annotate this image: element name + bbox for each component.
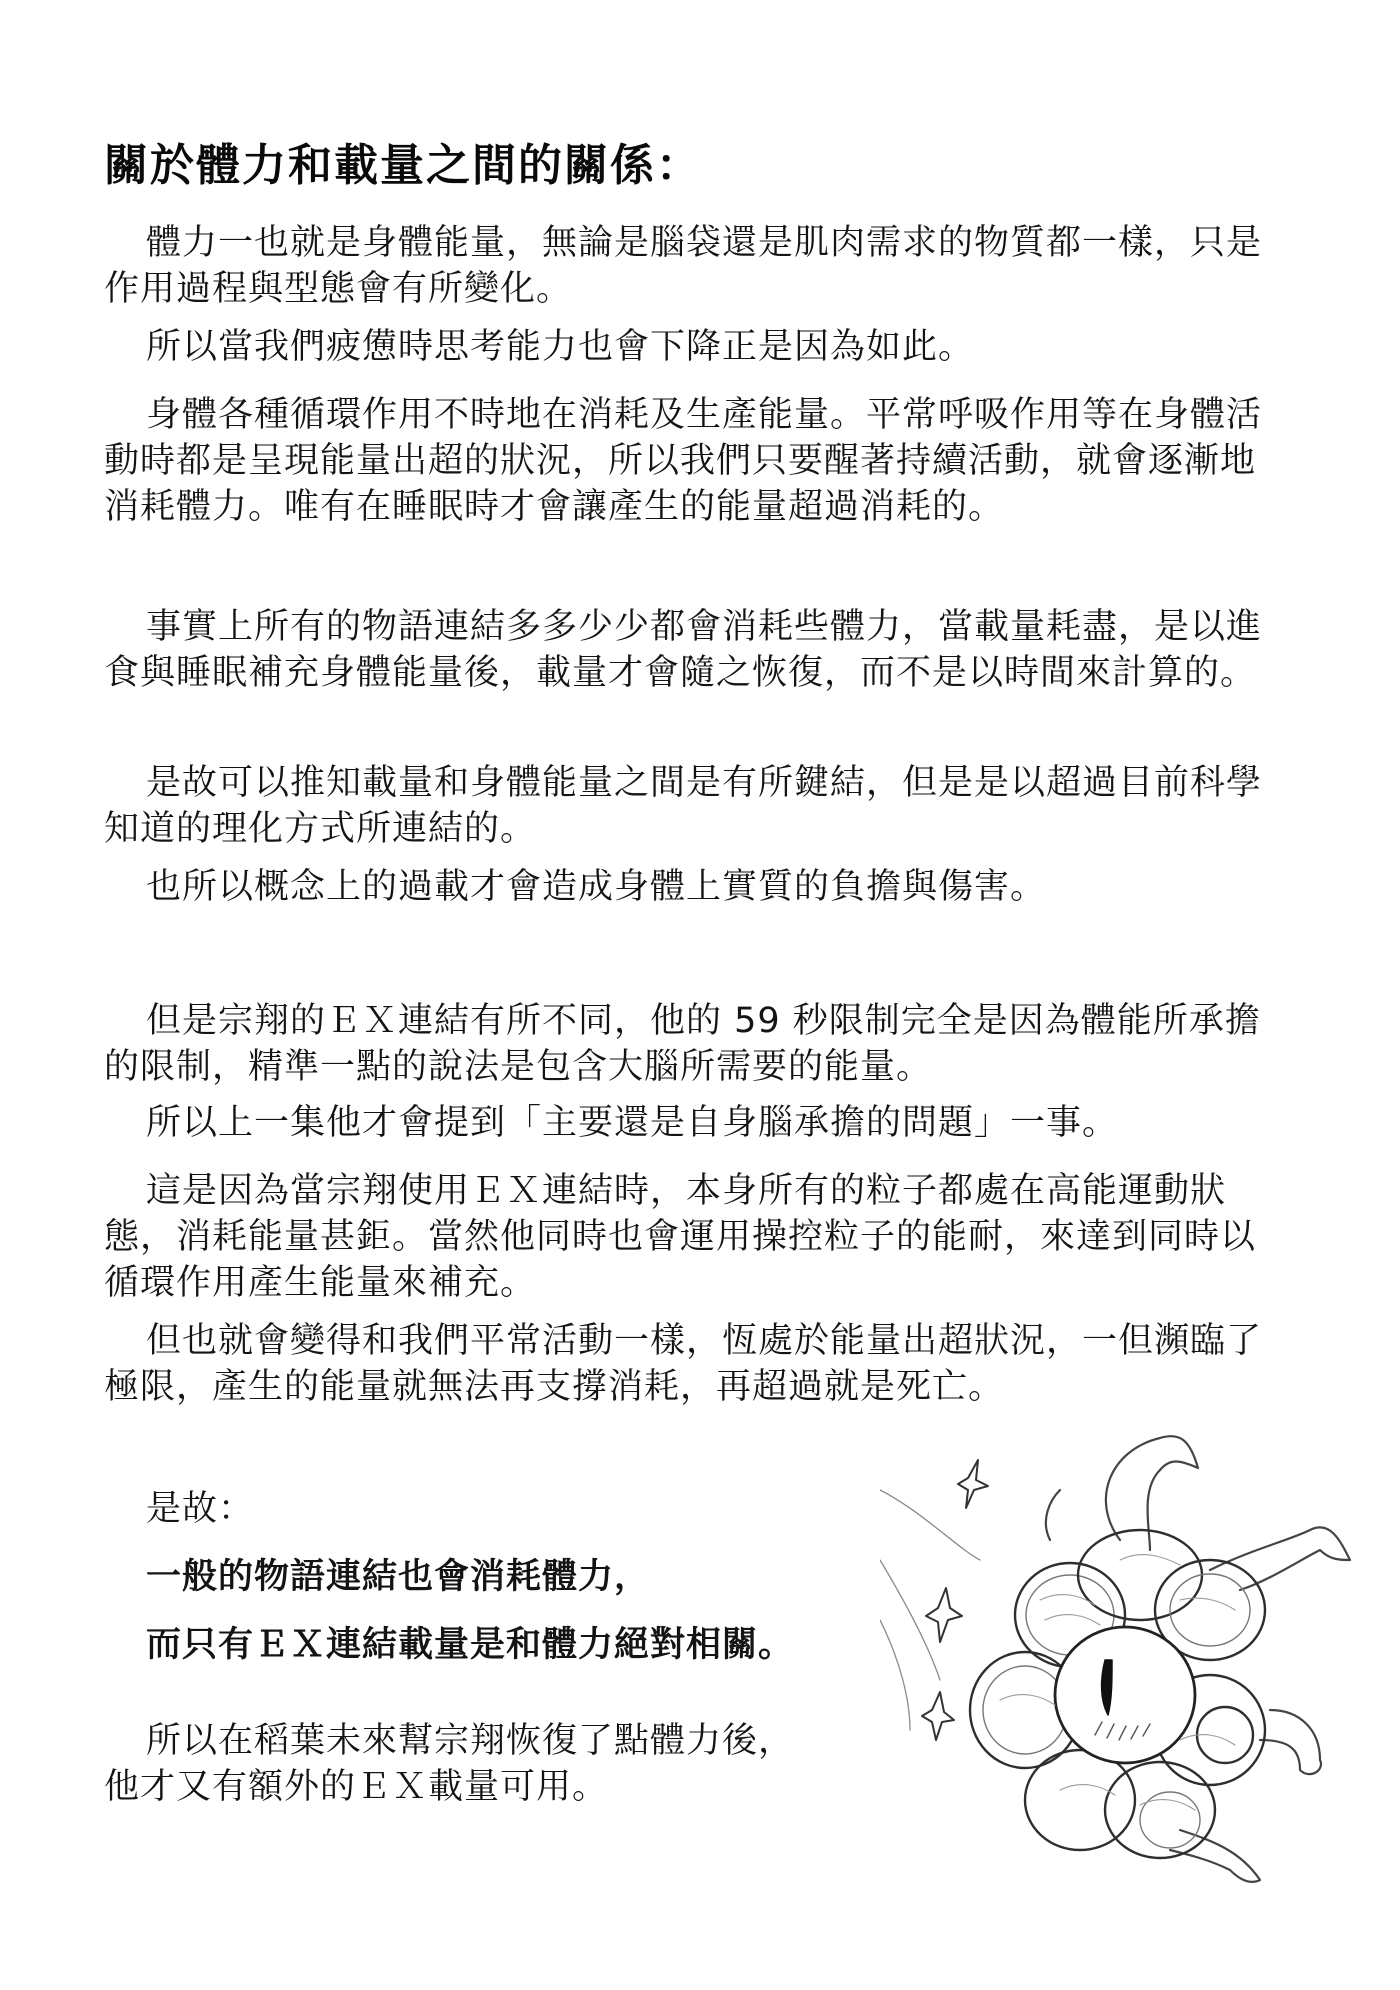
paragraph-story-link-consumption: 事實上所有的物語連結多多少少都會消耗些體力，當載量耗盡，是以進食與睡眠補充身體能量後，載量才會隨之恢復，而不是以時間來計算的。 (104, 607, 1263, 693)
sketch-illustration (880, 1410, 1380, 1930)
conclusion-bold-line-2: 而只有ＥＸ連結載量是和體力絕對相關。 (146, 1625, 795, 1665)
conclusion-lead: 是故： (146, 1489, 255, 1529)
speed-lines-icon (880, 1490, 980, 1730)
conclusion-bold-line-1: 一般的物語連結也會消耗體力， (146, 1557, 651, 1597)
paragraph-energy-cycle: 身體各種循環作用不時地在消耗及生產能量。平常呼吸作用等在身體活動時都是呈現能量出超的狀況，所以我們只要醒著持續活動，就會逐漸地消耗體力。唯有在睡眠時才會讓產生的能量超過消耗的。 (104, 395, 1263, 527)
paragraph-stamina-definition: 體力一也就是身體能量，無論是腦袋還是肌肉需求的物質都一樣，只是作用過程與型態會有所變化。 (104, 223, 1263, 309)
paragraph-fatigue: 所以當我們疲憊時思考能力也會下降正是因為如此。 (146, 327, 975, 367)
paragraph-limit-death: 但也就會變得和我們平常活動一樣，恆處於能量出超狀況，一但瀕臨了極限，產生的能量就無法再支撐消耗，再超過就是死亡。 (104, 1321, 1263, 1407)
paragraph-particle-state: 這是因為當宗翔使用ＥＸ連結時，本身所有的粒子都處在高能運動狀態，消耗能量甚鉅。當然他同時也會運用操控粒子的能耐，來達到同時以循環作用產生能量來補充。 (104, 1171, 1257, 1303)
paragraph-previous-volume: 所以上一集他才會提到「主要還是自身腦承擔的問題」一事。 (146, 1103, 1119, 1143)
eye-icon (1055, 1627, 1195, 1763)
sparkle-icon (922, 1460, 988, 1740)
paragraph-ex-link-limit: 但是宗翔的ＥＸ連結有所不同，他的 59 秒限制完全是因為體能所承擔的限制，精準一點的說法是包含大腦所需要的能量。 (104, 1001, 1261, 1087)
paragraph-capacity-bond: 是故可以推知載量和身體能量之間是有所鍵結，但是是以超過目前科學知道的理化方式所連結的。 (104, 763, 1263, 849)
conclusion-closing: 所以在稻葉未來幫宗翔恢復了點體力後，他才又有額外的ＥＸ載量可用。 (104, 1721, 795, 1807)
paragraph-overload: 也所以概念上的過載才會造成身體上實質的負擔與傷害。 (146, 867, 1047, 907)
page-title: 關於體力和載量之間的關係： (104, 140, 702, 191)
